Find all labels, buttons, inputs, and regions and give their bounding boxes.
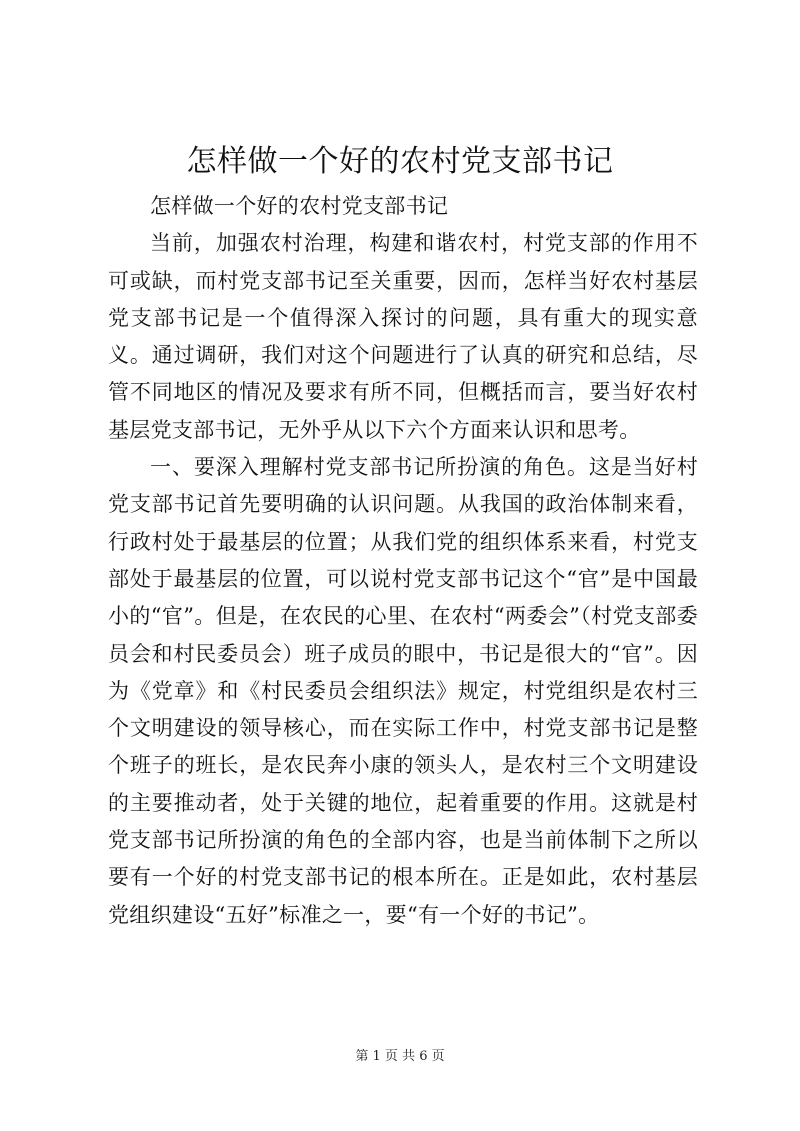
paragraph-subtitle: 怎样做一个好的农村党支部书记 <box>150 194 449 218</box>
document-title: 怎样做一个好的农村党支部书记 <box>186 144 614 179</box>
paragraph-section-one: 一、要深入理解村党支部书记所扮演的角色。这是当好村党支部书记首先要明确的认识问题。从我国的政治体制来看，行政村处于最基层的位置；从我们党的组织体系来看，村党支部处于最基层的位置，可以说村党支部书记这个“官”是中国最小的“官”。但是，在农民的心里、在农村“两委会”（村党支部委员会和村民委员会）班子成员的眼中，书记是很大的“官”。因为《党章》和《村民委员会组织法》规定，村党组织是农村三个文明建设的领导核心，而在实际工作中，村党支部书记是整个班子的班长，是农民奔小康的领头人，是农村三个文明建设的主要推动者，处于关键的地位，起着重要的作用。这就是村党支部书记所扮演的角色的全部内容，也是当前体制下之所以要有一个好的村党支部书记的根本所在。正是如此，农村基层党组织建设“五好”标准之一，要“有一个好的书记”。 <box>108 455 698 927</box>
page-footer: 第 1 页 共 6 页 <box>355 1049 445 1064</box>
paragraph-intro: 当前，加强农村治理，构建和谐农村，村党支部的作用不可或缺，而村党支部书记至关重要，因而，怎样当好农村基层党支部书记是一个值得深入探讨的问题，具有重大的现实意义。通过调研，我们对这个问题进行了认真的研究和总结，尽管不同地区的情况及要求有所不同，但概括而言，要当好农村基层党支部书记，无外乎从以下六个方面来认识和思考。 <box>108 231 698 442</box>
document-body <box>108 188 698 934</box>
